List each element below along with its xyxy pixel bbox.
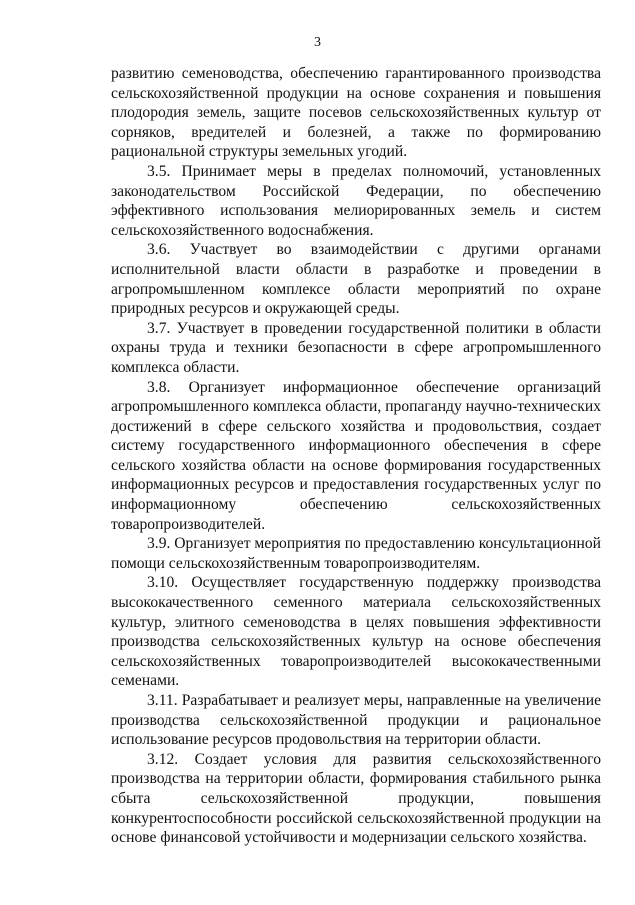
paragraph-3-12: 3.12. Создает условия для развития сельскохозяйственного производства на территории области, формирования стабильного рынка сбыта сельскохозяйственной продукции, повышения конкурентоспособности российской сельскохозяйственной продукции на основе финансовой устойчивости и модернизации сельского хозяйства.: [111, 750, 601, 847]
paragraph-3-6: 3.6. Участвует во взаимодействии с другими органами исполнительной власти области в разработке и проведении в агропромышленном комплексе области мероприятий по охране природных ресурсов и окружающей среды.: [111, 241, 601, 318]
paragraph-3-8: 3.8. Организует информационное обеспечение организаций агропромышленного комплекса области, пропаганду научно-технических достижений в сфере сельского хозяйства и продовольствия, создает систему государственного информационного обеспечения в сфере сельского хозяйства области на основе формирования государственных информационных ресурсов и предоставления государственных услуг по информационному обеспечению сельскохозяйственных товаропроизводителей.: [111, 378, 601, 533]
paragraph-3-11: 3.11. Разрабатывает и реализует меры, направленные на увеличение производства сельскохозяйственной продукции и рациональное использование ресурсов продовольствия на территории области.: [111, 692, 601, 749]
paragraph-3-5: 3.5. Принимает меры в пределах полномочий, установленных законодательством Российской Федерации, по обеспечению эффективного использования мелиорированных земель и систем сельскохозяйственного водоснабжения.: [111, 162, 601, 239]
paragraph-3-9: 3.9. Организует мероприятия по предоставлению консультационной помощи сельскохозяйственным товаропроизводителям.: [111, 535, 601, 572]
paragraph-continuation: развитию семеноводства, обеспечению гарантированного производства сельскохозяйственной продукции на основе сохранения и повышения плодородия земель, защите посевов сельскохозяйственных культур от сорняков, вредителей и болезней, а также по формированию рациональной структуры земельных угодий.: [111, 65, 601, 161]
paragraph-3-7: 3.7. Участвует в проведении государственной политики в области охраны труда и техники безопасности в сфере агропромышленного комплекса области.: [111, 319, 601, 376]
paragraph-3-10: 3.10. Осуществляет государственную поддержку производства высококачественного семенного материала сельскохозяйственных культур, элитного семеноводства в целях повышения эффективности производства сельскохозяйственных культур на основе обеспечения сельскохозяйственных товаропроизводителей высококачественными семенами.: [111, 574, 601, 690]
page-number: 3: [314, 35, 321, 50]
document-body: [111, 64, 601, 848]
